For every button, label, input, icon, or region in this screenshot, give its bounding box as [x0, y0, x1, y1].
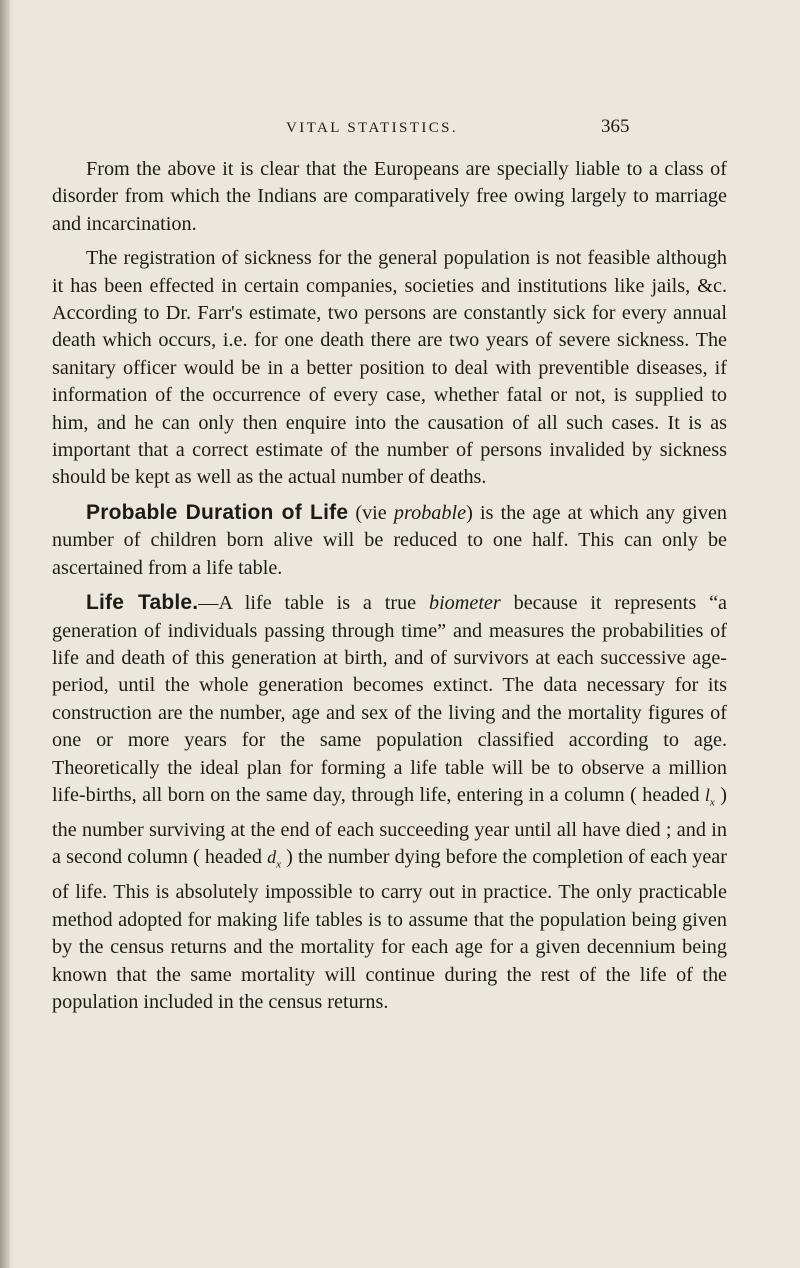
life-table-text-4: ) the number dying before the completion of each year of life. This is absolutely impossible to carry out in practice. The only practicable method adopted for making life tables is to assume that the population being given by the census returns and the mortality for each age for a given decennium being known that the same mortality will continue during the rest of the life of the population included in the census returns. [52, 846, 727, 1013]
paragraph-registration-of-sickness: The registration of sickness for the general population is not feasible although it has been effected in certain companies, societies and institutions like jails, &c. According to Dr. Farr's estimate, two persons are constantly sick for every annual death which occurs, i.e. for one death there are two years of severe sickness. The sanitary officer would be in a better position to deal with preventible diseases, if information of the occurrence of every case, whether fatal or not, is supplied to him, and he can only then enquire into the causation of all such cases. It is as important that a correct estimate of the number of persons invalided by sickness should be kept as well as the actual number of deaths. [52, 247, 727, 489]
term-probable: probable [393, 501, 467, 524]
variable-lx-subscript: x [709, 796, 715, 809]
variable-lx [704, 784, 715, 809]
heading-probable-duration-of-life: Probable Duration of Life [86, 500, 349, 524]
variable-dx [267, 847, 282, 871]
variable-dx-base: d [267, 847, 277, 868]
paragraph-probable-duration [52, 499, 727, 582]
probable-duration-text: is the age at which any given number of children born alive will be reduced to one half. This can only be ascertained from a life table. [52, 501, 728, 579]
variable-lx-base: l [704, 784, 710, 805]
paren-open: (vie [348, 501, 394, 524]
page-number: 365 [601, 116, 630, 137]
paren-close: ) [466, 501, 473, 524]
life-table-text-2: because it represents “a generation of individuals passing through time” and measures the probabilities of life and death of this generation at birth, and of survivors at each successive age-period, until the whole generation becomes extinct. The data necessary for its construction are the number, age and sex of the living and the mortality figures of one or more years for the same population classified according to age. Theoretically the ideal plan for forming a life table will be to observe a million life-births, all born on the same day, through life, entering in a column ( headed [52, 592, 727, 806]
binding-edge [0, 0, 10, 1268]
body-text [52, 156, 727, 1016]
running-head [0, 116, 800, 146]
heading-life-table: Life Table. [86, 591, 199, 615]
paragraph-life-table [52, 589, 727, 1016]
variable-dx-subscript: x [276, 858, 282, 871]
paragraph-europeans: From the above it is clear that the Europeans are specially liable to a class of disorder from which the Indians are comparatively free owing largely to marriage and incarcination. [52, 158, 727, 235]
life-table-text-3: ) the number surviving at the end of each succeeding year until all have died ; and in a second column ( headed [52, 783, 727, 869]
life-table-text-1: —A life table is a true [198, 592, 429, 615]
term-biometer: biometer [428, 592, 501, 615]
running-title: VITAL STATISTICS. [286, 120, 459, 136]
